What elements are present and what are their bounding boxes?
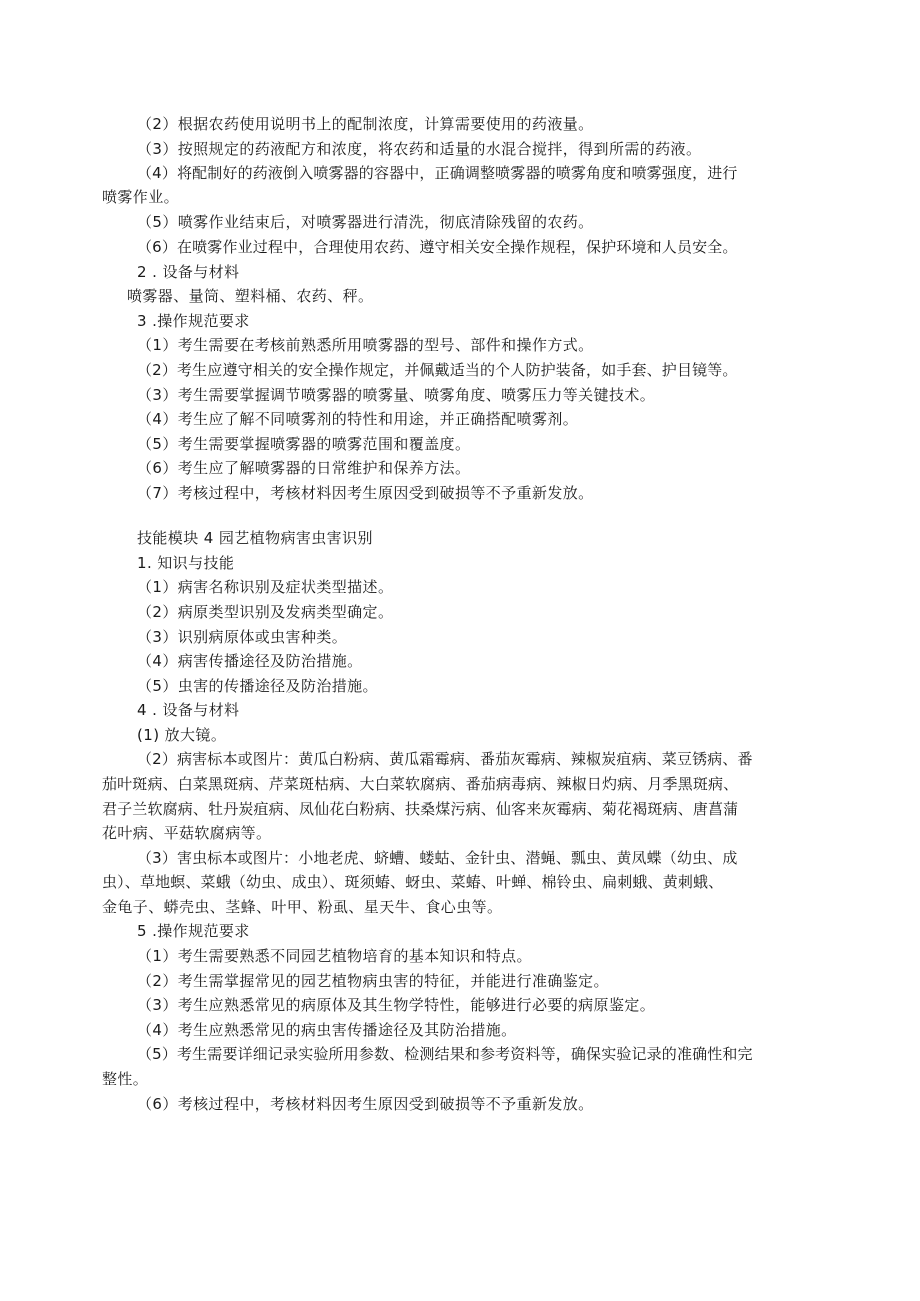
text-line: （6）考生应了解喷雾器的日常维护和保养方法。 xyxy=(137,459,471,477)
module-heading: 技能模块 4 园艺植物病害虫害识别 xyxy=(137,529,373,547)
text-line: 君子兰软腐病、牡丹炭疽病、凤仙花白粉病、扶桑煤污病、仙客来灰霉病、菊花褐斑病、唐菖蒲 xyxy=(102,800,739,818)
text-line: （4）考生应了解不同喷雾剂的特性和用途，并正确搭配喷雾剂。 xyxy=(137,410,579,428)
section-heading: 1. 知识与技能 xyxy=(137,554,235,572)
text-line: 虫）、草地螟、菜蛾（幼虫、成虫）、斑须蝽、蚜虫、菜蝽、叶蝉、棉铃虫、扁刺蛾、黄刺蛾、 xyxy=(102,873,724,891)
text-line: （4）考生应熟悉常见的病虫害传播途径及其防治措施。 xyxy=(137,1021,517,1039)
text-line: （3）考生需要掌握调节喷雾器的喷雾量、喷雾角度、喷雾压力等关键技术。 xyxy=(137,386,656,404)
text-line: （2）病原类型识别及发病类型确定。 xyxy=(137,603,394,621)
text-line: （4）病害传播途径及防治措施。 xyxy=(137,652,363,670)
text-line: （5）考生需要详细记录实验所用参数、检测结果和参考资料等，确保实验记录的准确性和完 xyxy=(137,1045,753,1063)
text-line: 整性。 xyxy=(102,1070,149,1088)
text-line: 花叶病、平菇软腐病等。 xyxy=(102,824,272,842)
text-line: （2）病害标本或图片：黄瓜白粉病、黄瓜霜霉病、番茄灰霉病、辣椒炭疽病、菜豆锈病、番 xyxy=(137,750,753,768)
text-line: （5）虫害的传播途径及防治措施。 xyxy=(137,677,378,695)
text-line: （1）考生需要在考核前熟悉所用喷雾器的型号、部件和操作方式。 xyxy=(137,336,594,354)
text-line: （1）病害名称识别及症状类型描述。 xyxy=(137,578,394,596)
text-line: 金龟子、蟒壳虫、茎蜂、叶甲、粉虱、星天牛、食心虫等。 xyxy=(102,898,503,916)
text-line: 喷雾器、量筒、塑料桶、农药、秤。 xyxy=(127,287,374,305)
text-line: （6）考核过程中，考核材料因考生原因受到破损等不予重新发放。 xyxy=(137,1095,594,1113)
text-line: （5）考生需要掌握喷雾器的喷雾范围和覆盖度。 xyxy=(137,435,471,453)
text-line: (1) 放大镜。 xyxy=(137,726,227,744)
text-line: （3）识别病原体或虫害种类。 xyxy=(137,628,348,646)
text-line: （4）将配制好的药液倒入喷雾器的容器中，正确调整喷雾器的喷雾角度和喷雾强度，进行 xyxy=(137,164,738,182)
text-line: （3）害虫标本或图片：小地老虎、蛴螬、蝼蛄、金针虫、潜蝇、瓢虫、黄凤蝶（幼虫、成 xyxy=(137,849,738,867)
section-heading: 2 . 设备与材料 xyxy=(137,263,240,281)
section-heading: 5 .操作规范要求 xyxy=(137,922,250,940)
text-line: （3）按照规定的药液配方和浓度，将农药和适量的水混合搅拌，得到所需的药液。 xyxy=(137,140,702,158)
text-line: （2）根据农药使用说明书上的配制浓度，计算需要使用的药液量。 xyxy=(137,115,594,133)
text-line: （7）考核过程中，考核材料因考生原因受到破损等不予重新发放。 xyxy=(137,484,594,502)
section-heading: 3 .操作规范要求 xyxy=(137,312,250,330)
text-line: （3）考生应熟悉常见的病原体及其生物学特性，能够进行必要的病原鉴定。 xyxy=(137,996,656,1014)
text-line: （6）在喷雾作业过程中，合理使用农药、遵守相关安全操作规程，保护环境和人员安全。 xyxy=(137,238,738,256)
text-line: （2）考生需掌握常见的园艺植物病虫害的特征，并能进行准确鉴定。 xyxy=(137,972,609,990)
section-heading: 4 . 设备与材料 xyxy=(137,701,240,719)
text-line: （2）考生应遵守相关的安全操作规定，并佩戴适当的个人防护装备，如手套、护目镜等。 xyxy=(137,361,738,379)
text-line: （5）喷雾作业结束后，对喷雾器进行清洗，彻底清除残留的农药。 xyxy=(137,213,594,231)
text-line: 喷雾作业。 xyxy=(102,188,180,206)
text-line: 茄叶斑病、白菜黑斑病、芹菜斑枯病、大白菜软腐病、番茄病毒病、辣椒日灼病、月季黑斑病、 xyxy=(102,775,739,793)
text-line: （1）考生需要熟悉不同园艺植物培育的基本知识和特点。 xyxy=(137,947,532,965)
